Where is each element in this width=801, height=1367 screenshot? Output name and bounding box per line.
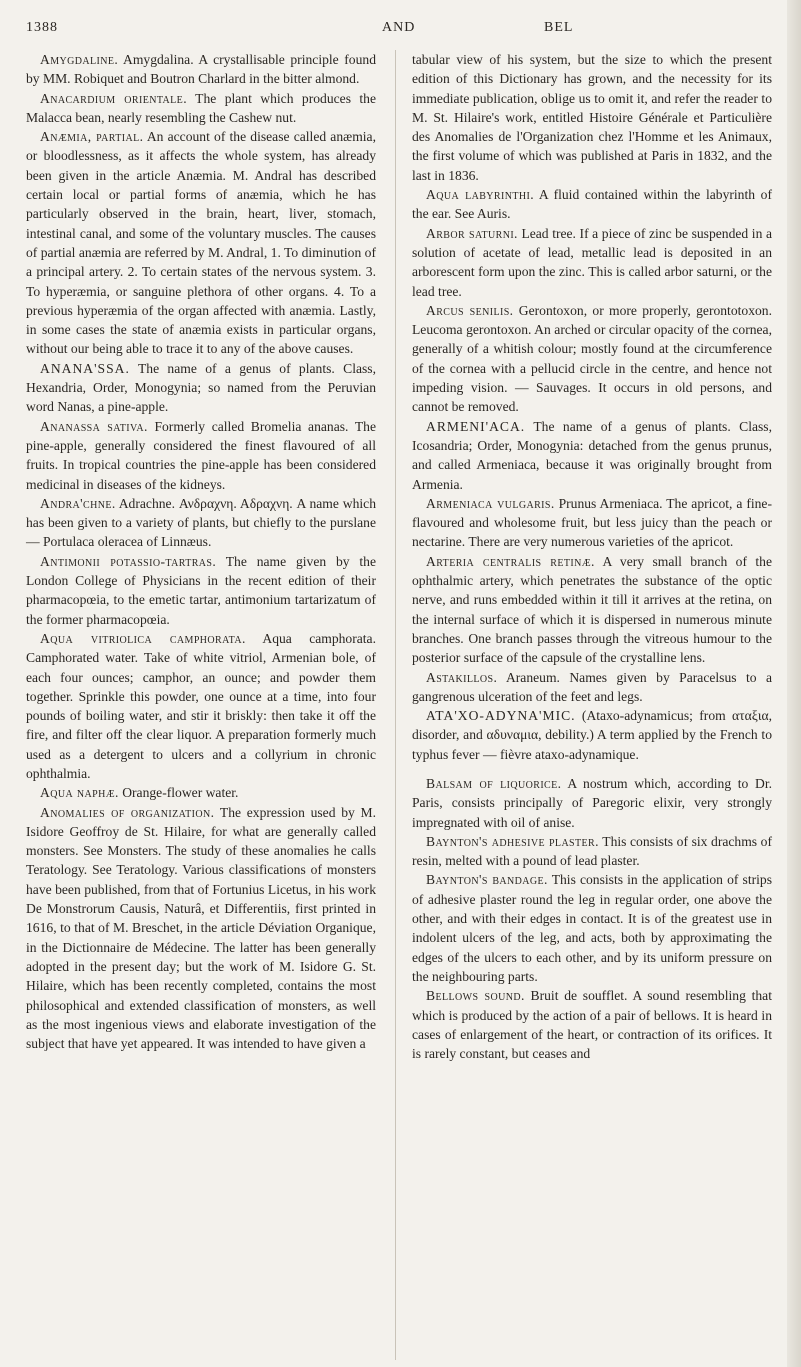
- entry-text: The name of a genus of plants. Class, Icosandria; Order, Monogynia: detached from the genus prunus, and called Armeniaca, because it was originally brought from Armenia.: [412, 418, 772, 492]
- dictionary-entry: [412, 706, 772, 764]
- dictionary-entry: [26, 629, 376, 783]
- dictionary-entry: [412, 870, 772, 986]
- dictionary-entry: [412, 494, 772, 552]
- dictionary-entry: [26, 127, 376, 359]
- entry-headword: Arteria centralis retinæ.: [426, 553, 595, 569]
- dictionary-entry: [412, 832, 772, 871]
- dictionary-entry: [412, 50, 772, 185]
- entry-text: A nostrum which, according to Dr. Paris, consists principally of Paregoric elixir, very strongly impregnated with oil of anise.: [412, 775, 772, 830]
- entry-text: The plant which produces the Malacca bean, nearly resembling the Cashew nut.: [26, 90, 377, 125]
- dictionary-entry: [26, 359, 376, 417]
- entry-headword: ANANA'SSA.: [40, 360, 130, 376]
- entry-text: The name of a genus of plants. Class, Hexandria, Order, Monogynia; so named from the Peruvian word Nanas, a pine-apple.: [26, 360, 376, 415]
- dictionary-entry: [412, 552, 772, 668]
- dictionary-entry: [26, 783, 376, 802]
- right-running-head: BEL: [544, 20, 574, 35]
- dictionary-entry: [26, 50, 376, 89]
- entry-text: Prunus Armeniaca. The apricot, a fine-flavoured and wholesome fruit, but less juicy than the peach or nectarine. There are very numerous varieties of the apricot.: [412, 495, 772, 550]
- dictionary-entry: [26, 494, 376, 552]
- entry-text: Araneum. Names given by Paracelsus to a gangrenous ulceration of the feet and legs.: [412, 669, 772, 704]
- entry-headword: Anomalies of organization.: [40, 804, 215, 820]
- entry-text: Orange-flower water.: [118, 785, 239, 801]
- entry-headword: ATA'XO-ADYNA'MIC.: [426, 708, 576, 724]
- entry-headword: Astakillos.: [426, 669, 498, 685]
- entry-text: Lead tree. If a piece of zinc be suspended in a solution of acetate of lead, metallic lead is deposited in an arborescent form upon the zinc. This is called arbor saturni, or the lead tree.: [412, 225, 772, 299]
- entry-text: Aqua camphorata. Camphorated water. Take of white vitriol, Armenian bole, of each four ounces; camphor, an ounce; and powder them together. Sprinkle this powder, one ounce at a time, into four pounds of boiling water, and stir it briskly: then take it off the fire, and filter off the clear liquor. A preparation formerly much used as a detergent to ulcers and a collyrium in chronic ophthalmia.: [26, 630, 376, 781]
- entry-text: The name given by the London College of Physicians in the recent edition of their pharmacopœia, to the emetic tartar, antimonium tartarizatum of the former pharmacopœia.: [26, 553, 376, 627]
- dictionary-entry: [412, 417, 772, 494]
- entry-text: Amygdalina. A crystallisable principle found by MM. Robiquet and Boutron Charlard in the bitter almond.: [26, 52, 376, 87]
- entry-headword: ARMENI'ACA.: [426, 418, 526, 434]
- entry-text: This consists of six drachms of resin, melted with a pound of lead plaster.: [412, 833, 772, 869]
- entry-text: Adrachne. Ανδραχνη. Αδραχνη. A name which has been given to a variety of plants, but chiefly to the purslane — Portulaca oleracea of Linnæus.: [26, 495, 376, 550]
- dictionary-entry: [412, 668, 772, 707]
- column-divider: [395, 50, 396, 1360]
- dictionary-entry: [26, 552, 376, 629]
- running-header: [14, 18, 787, 42]
- dictionary-entry: [26, 417, 376, 494]
- entry-headword: Baynton's bandage.: [426, 872, 548, 888]
- entry-headword: Arcus senilis.: [426, 302, 514, 318]
- dictionary-entry: [412, 774, 772, 832]
- entry-headword: Aqua vitriolica camphorata.: [40, 630, 246, 646]
- entry-text: A very small branch of the ophthalmic artery, which penetrates the substance of the optic nerve, and runs embedded within it till it arrives at the retina, on the internal surface of which it is dispersed in numerous minute branches. One branch passes through the vitreous humour to the posterior surface of the capsule of the crystalline lens.: [412, 553, 772, 666]
- entry-headword: Aqua labyrinthi.: [426, 187, 535, 203]
- left-running-head: AND: [382, 20, 416, 35]
- entry-headword: Anacardium orientale.: [40, 90, 187, 106]
- dictionary-entry: [26, 89, 376, 128]
- entry-text: tabular view of his system, but the size to which the present edition of this Dictionary has grown, and the necessity for its immediate publication, oblige us to omit it, and refer the reader to M. St. Hilaire's work, entitled Histoire Générale et Particulière des Anomalies de l'Organization chez l'Homme et les Animaux, the first volume of which was published at Paris in 1832, and the last in 1836.: [412, 52, 772, 183]
- left-column: [26, 50, 376, 1053]
- entry-text: Gerontoxon, or more properly, gerontotoxon. Leucoma gerontoxon. An arched or circular opacity of the cornea, generally of a whitish colour; mostly found at the circumference of the cornea with a pellucid circle in the centre, and hence not impeding vision. — Sauvages. It occurs in old persons, and cannot be removed.: [412, 302, 772, 415]
- entry-text: The expression used by M. Isidore Geoffroy de St. Hilaire, for what are generally called monsters. See Monsters. The study of these anomalies he calls Teratology. See Teratology. Various classifications of monsters have been published, from that of Fortunius Licetus, in his work De Monstrorum Causis, Naturâ, et Differentiis, first printed in 1616, to that of M. Breschet, in the article Déviation Organique, in the Dictionnaire de Médecine. The latter has been generally adopted in the present day; but the work of M. Isidore G. St. Hilaire, which has been recently completed, contains the most philosophical and extended classification of monsters, as well as the most ingenious views and elaborate investigation of the subject that have yet appeared. It was intended to have given a: [26, 804, 376, 1052]
- entry-headword: Bellows sound.: [426, 988, 525, 1004]
- page-number: 1388: [26, 20, 58, 35]
- entry-text: (Ataxo-adynamicus; from αταξια, disorder, and αδυναμια, debility.) A term applied by the French to typhus fever — fièvre ataxo-adynamique.: [412, 708, 772, 762]
- dictionary-entry: [412, 185, 772, 224]
- entry-headword: Armeniaca vulgaris.: [426, 495, 555, 511]
- entry-text: Formerly called Bromelia ananas. The pine-apple, generally considered the finest flavoured of all fruits. In tropical countries the pine-apple has been considered medicinal in diseases of the kidneys.: [26, 418, 376, 492]
- entry-text: This consists in the application of strips of adhesive plaster round the leg in regular order, one above the other, and with their edges in contact. It is of the greatest use in indolent ulcers of the leg, and acts, both by approximating the edges of the ulcers to each other, and by its uniform pressure on the neighbouring parts.: [412, 872, 772, 984]
- right-column: [412, 50, 772, 1063]
- entry-headword: Aqua naphæ.: [40, 785, 119, 801]
- dictionary-entry: [412, 986, 772, 1063]
- entry-text: A fluid contained within the labyrinth of the ear. See Auris.: [412, 187, 772, 222]
- entry-text: Bruit de soufflet. A sound resembling that which is produced by the action of a pair of bellows. It is heard in cases of enlargement of the heart, or contraction of its orifices. It is rarely constant, but ceases and: [412, 988, 772, 1062]
- dictionary-entry: [26, 803, 376, 1054]
- entry-headword: Balsam of liquorice.: [426, 775, 562, 791]
- entry-headword: Ananassa sativa.: [40, 418, 148, 434]
- entry-headword: Amygdaline.: [40, 52, 119, 67]
- dictionary-entry: [412, 301, 772, 417]
- entry-text: An account of the disease called anæmia, or bloodlessness, as it affects the whole system, has already been given in the article Anæmia. M. Andral has described certain local or partial forms of anæmia, which he has particularly observed in the brain, heart, liver, stomach, intestinal canal, and some of the voluntary muscles. The causes of partial anæmia are referred by M. Andral, 1. To diminution of a principal artery. 2. To certain states of the nervous system. 3. To hyperæmia, or sanguine plethora of other organs. 4. To a previous hyperæmia of the organ affected with anæmia. Lastly, in some cases the state of anæmia exists in particular organs, without our being able to trace it to any of the above causes.: [26, 129, 376, 357]
- page-edge: [787, 0, 801, 1367]
- dictionary-entry: [412, 224, 772, 301]
- entry-headword: Andra'chne.: [40, 495, 116, 511]
- entry-headword: Baynton's adhesive plaster.: [426, 833, 599, 849]
- entry-headword: Antimonii potassio-tartras.: [40, 553, 217, 569]
- entry-headword: Arbor saturni.: [426, 225, 518, 241]
- entry-headword: Anæmia, partial.: [40, 129, 144, 145]
